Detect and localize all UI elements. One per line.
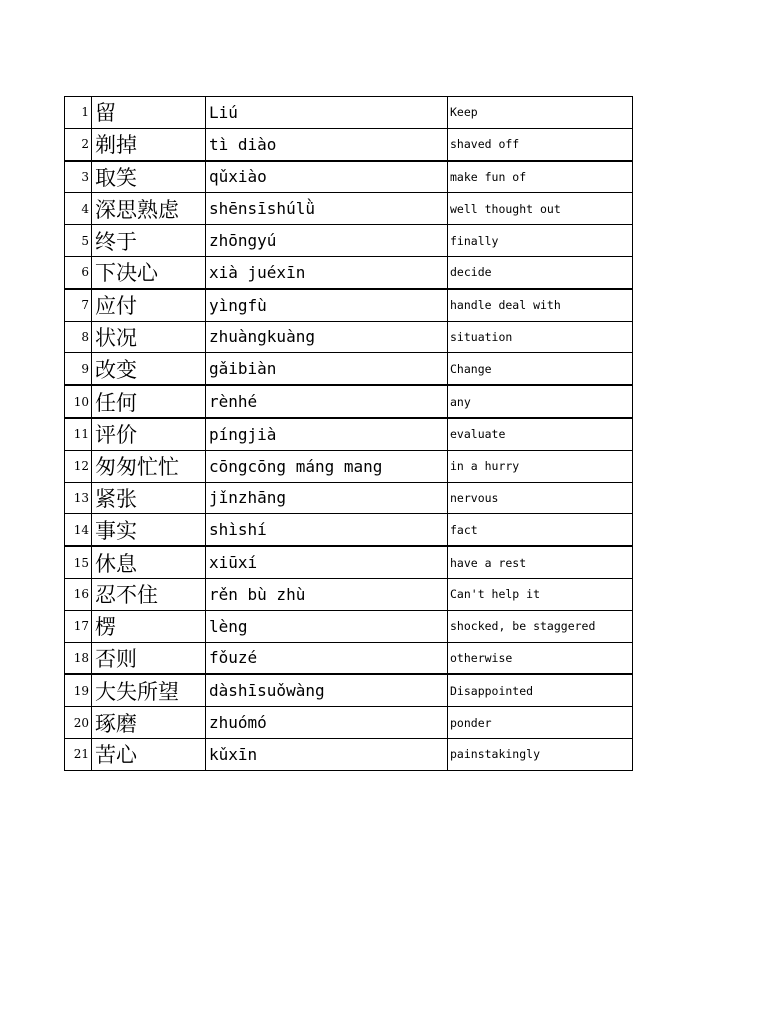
table-row — [65, 161, 633, 193]
table-row — [65, 674, 633, 706]
chinese-word: 应付 — [92, 289, 206, 321]
table-row — [65, 482, 633, 514]
pinyin: rènhé — [206, 385, 448, 418]
chinese-word: 剃掉 — [92, 128, 206, 160]
pinyin: qǔxiào — [206, 161, 448, 193]
chinese-word: 状况 — [92, 321, 206, 353]
table-row — [65, 578, 633, 610]
english-meaning: Disappointed — [448, 674, 633, 706]
chinese-word: 留 — [92, 97, 206, 129]
table-row — [65, 128, 633, 160]
table-row — [65, 642, 633, 674]
table-row — [65, 610, 633, 642]
english-meaning: shocked, be staggered — [448, 610, 633, 642]
chinese-word: 休息 — [92, 546, 206, 578]
english-meaning: Keep — [448, 97, 633, 129]
chinese-word: 取笑 — [92, 161, 206, 193]
chinese-word: 琢磨 — [92, 707, 206, 739]
pinyin: xiūxí — [206, 546, 448, 578]
row-number: 12 — [65, 450, 92, 482]
chinese-word: 否则 — [92, 642, 206, 674]
pinyin: rěn bù zhù — [206, 578, 448, 610]
row-number: 13 — [65, 482, 92, 514]
pinyin: Liú — [206, 97, 448, 129]
table-row — [65, 385, 633, 418]
table-row — [65, 707, 633, 739]
chinese-word: 楞 — [92, 610, 206, 642]
row-number: 15 — [65, 546, 92, 578]
row-number: 21 — [65, 738, 92, 770]
table-row — [65, 193, 633, 225]
chinese-word: 评价 — [92, 418, 206, 450]
row-number: 14 — [65, 514, 92, 546]
english-meaning: evaluate — [448, 418, 633, 450]
row-number: 5 — [65, 225, 92, 257]
row-number: 20 — [65, 707, 92, 739]
row-number: 8 — [65, 321, 92, 353]
chinese-word: 任何 — [92, 385, 206, 418]
table-row — [65, 546, 633, 578]
pinyin: dàshīsuǒwàng — [206, 674, 448, 706]
chinese-word: 终于 — [92, 225, 206, 257]
pinyin: píngjià — [206, 418, 448, 450]
chinese-word: 大失所望 — [92, 674, 206, 706]
vocabulary-table — [64, 96, 633, 771]
table-row — [65, 353, 633, 385]
row-number: 7 — [65, 289, 92, 321]
vocabulary-table-body — [65, 97, 633, 771]
english-meaning: have a rest — [448, 546, 633, 578]
english-meaning: Change — [448, 353, 633, 385]
english-meaning: make fun of — [448, 161, 633, 193]
row-number: 3 — [65, 161, 92, 193]
english-meaning: ponder — [448, 707, 633, 739]
english-meaning: shaved off — [448, 128, 633, 160]
chinese-word: 深思熟虑 — [92, 193, 206, 225]
pinyin: xià juéxīn — [206, 256, 448, 288]
pinyin: zhuómó — [206, 707, 448, 739]
table-row — [65, 450, 633, 482]
table-row — [65, 321, 633, 353]
pinyin: zhuàngkuàng — [206, 321, 448, 353]
row-number: 16 — [65, 578, 92, 610]
english-meaning: any — [448, 385, 633, 418]
english-meaning: Can't help it — [448, 578, 633, 610]
pinyin: shēnsīshúlǜ — [206, 193, 448, 225]
row-number: 19 — [65, 674, 92, 706]
table-row — [65, 514, 633, 546]
chinese-word: 苦心 — [92, 738, 206, 770]
chinese-word: 紧张 — [92, 482, 206, 514]
chinese-word: 匆匆忙忙 — [92, 450, 206, 482]
pinyin: kǔxīn — [206, 738, 448, 770]
table-row — [65, 418, 633, 450]
english-meaning: decide — [448, 256, 633, 288]
table-row — [65, 97, 633, 129]
pinyin: fǒuzé — [206, 642, 448, 674]
pinyin: lèng — [206, 610, 448, 642]
english-meaning: well thought out — [448, 193, 633, 225]
chinese-word: 事实 — [92, 514, 206, 546]
row-number: 11 — [65, 418, 92, 450]
chinese-word: 忍不住 — [92, 578, 206, 610]
english-meaning: painstakingly — [448, 738, 633, 770]
chinese-word: 改变 — [92, 353, 206, 385]
row-number: 2 — [65, 128, 92, 160]
row-number: 17 — [65, 610, 92, 642]
row-number: 4 — [65, 193, 92, 225]
row-number: 6 — [65, 256, 92, 288]
english-meaning: nervous — [448, 482, 633, 514]
row-number: 9 — [65, 353, 92, 385]
pinyin: shìshí — [206, 514, 448, 546]
pinyin: gǎibiàn — [206, 353, 448, 385]
pinyin: cōngcōng máng mang — [206, 450, 448, 482]
english-meaning: fact — [448, 514, 633, 546]
row-number: 18 — [65, 642, 92, 674]
english-meaning: otherwise — [448, 642, 633, 674]
english-meaning: handle deal with — [448, 289, 633, 321]
english-meaning: finally — [448, 225, 633, 257]
table-row — [65, 738, 633, 770]
table-row — [65, 225, 633, 257]
row-number: 1 — [65, 97, 92, 129]
pinyin: yìngfù — [206, 289, 448, 321]
pinyin: jǐnzhāng — [206, 482, 448, 514]
table-row — [65, 289, 633, 321]
english-meaning: situation — [448, 321, 633, 353]
chinese-word: 下决心 — [92, 256, 206, 288]
english-meaning: in a hurry — [448, 450, 633, 482]
pinyin: zhōngyú — [206, 225, 448, 257]
pinyin: tì diào — [206, 128, 448, 160]
row-number: 10 — [65, 385, 92, 418]
table-row — [65, 256, 633, 288]
